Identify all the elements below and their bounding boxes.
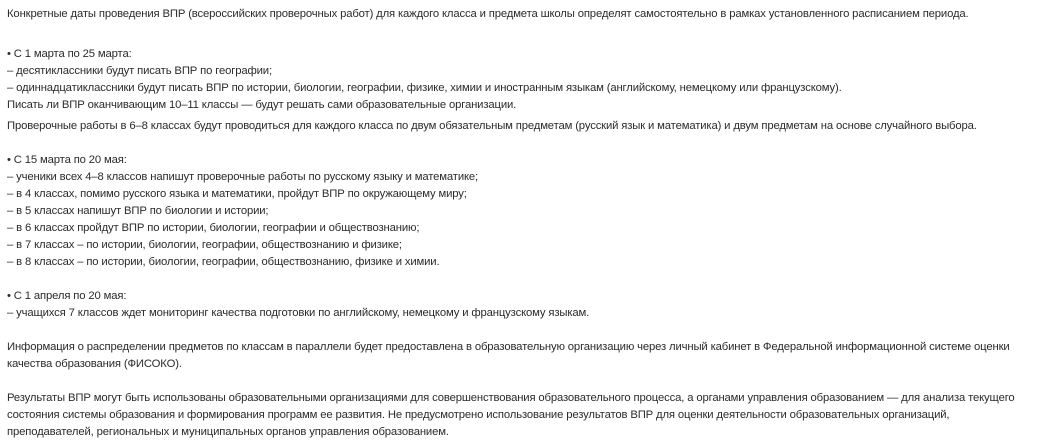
fisoko-line: качества образования (ФИСОКО).	[7, 358, 182, 370]
fisoko-paragraph	[7, 339, 1032, 373]
march-may-heading: • С 15 марта по 20 мая:	[7, 154, 127, 166]
results-line: преподавателей, региональных и муниципальных органов управления образованием.	[7, 426, 449, 438]
article-body	[7, 6, 1032, 441]
march-heading: • С 1 марта по 25 марта:	[7, 48, 132, 60]
april-may-heading: • С 1 апреля по 20 мая:	[7, 290, 127, 302]
list-item: – в 4 классах, помимо русского языка и математики, пройдут ВПР по окружающему миру;	[7, 188, 467, 200]
random-subjects-text: Проверочные работы в 6–8 классах будут проводиться для каждого класса по двум обязательным предметам (русский язык и математика) и двум предметам на основе случайного выбора.	[7, 120, 977, 132]
march-may-block	[7, 152, 1032, 271]
list-item: – в 7 классах – по истории, биологии, географии, обществознанию и физике;	[7, 239, 402, 251]
list-item: – в 5 классах напишут ВПР по биологии и истории;	[7, 205, 269, 217]
list-item: – учащихся 7 классов ждет мониторинг качества подготовки по английскому, немецкому и французскому языкам.	[7, 307, 590, 319]
intro-paragraph	[7, 6, 1032, 23]
list-item: – ученики всех 4–8 классов напишут проверочные работы по русскому языку и математике;	[7, 171, 479, 183]
random-subjects-paragraph	[7, 118, 1032, 135]
list-item: – десятиклассники будут писать ВПР по географии;	[7, 65, 272, 77]
list-item: – в 6 классах пройдут ВПР по истории, биологии, географии и обществознанию;	[7, 222, 420, 234]
march-note: Писать ли ВПР оканчивающим 10–11 классы — будут решать сами образовательные организации.	[7, 99, 517, 111]
list-item: – одиннадцатиклассники будут писать ВПР по истории, биологии, географии, физике, химии и иностранным языкам (английскому, немецкому или французскому).	[7, 82, 842, 94]
results-line: Результаты ВПР могут быть использованы образовательными организациями для совершенствования образовательного процесса, а органами управления образованием — для анализа текущего	[7, 392, 1015, 404]
results-line: состояния системы образования и формирования программ ее развития. Не предусмотрено использование результатов ВПР для оценки деятельности образовательных организаций,	[7, 409, 950, 421]
list-item: – в 8 классах – по истории, биологии, географии, обществознанию, физике и химии.	[7, 256, 440, 268]
results-paragraph	[7, 390, 1032, 441]
april-may-block	[7, 288, 1032, 322]
intro-text: Конкретные даты проведения ВПР (всероссийских проверочных работ) для каждого класса и предмета школы определят самостоятельно в рамках установленного расписанием периода.	[7, 8, 969, 20]
march-block	[7, 46, 1032, 114]
fisoko-line: Информация о распределении предметов по классам в параллели будет предоставлена в образовательную организацию через личный кабинет в Федеральной информационной системе оценки	[7, 341, 1010, 353]
